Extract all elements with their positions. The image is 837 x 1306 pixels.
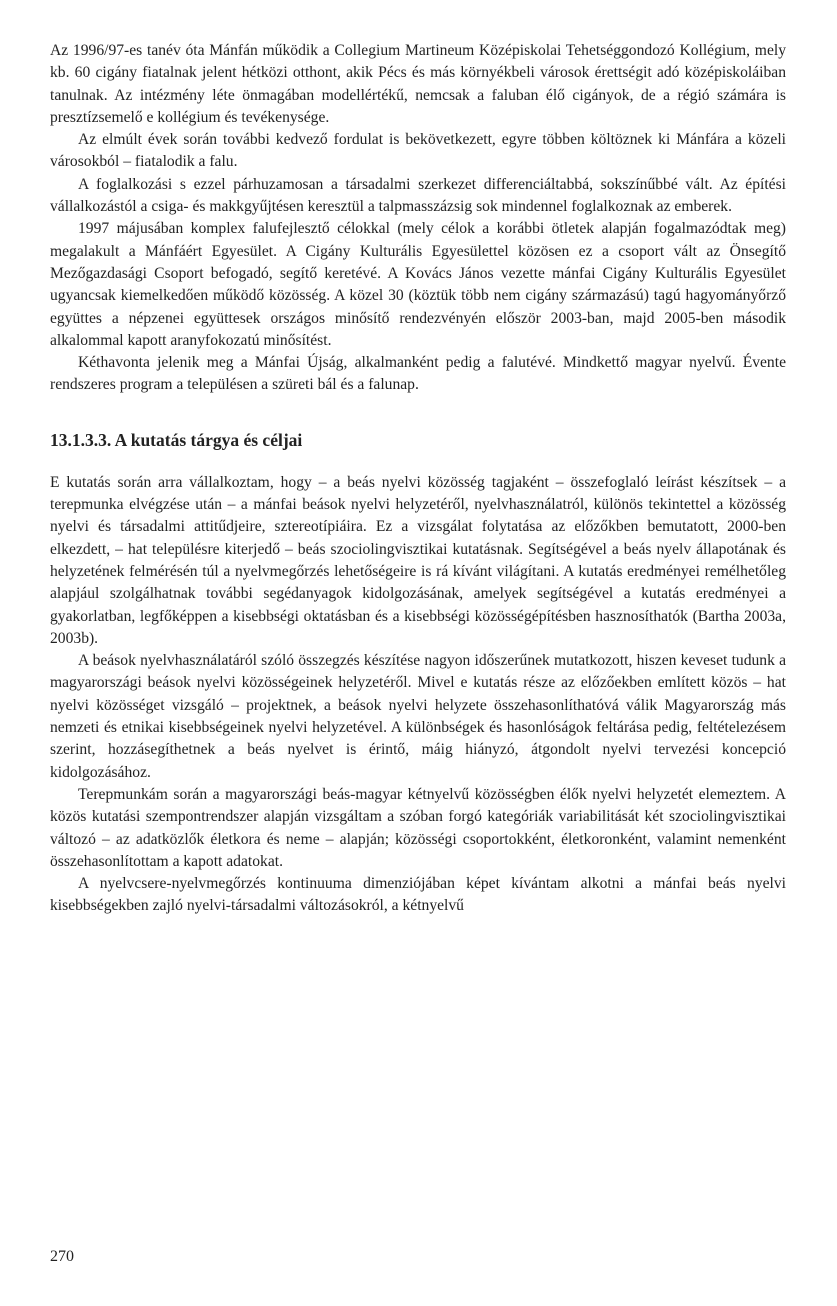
paragraph-fieldwork: Terepmunkám során a magyarországi beás-magyar kétnyelvű közösségben élők nyelvi helyzetét elemeztem. A közös kutatási szempontrendszer alapján vizsgáltam a szóban forgó kategóriák variabilitását két szociolingvisztikai változó – az adatközlők életkora és neme – alapján; közösségi csoportokként, életkoronként, valamint nemenként összehasonlítottam a kapott adatokat. xyxy=(50,785,786,870)
paragraph-associations: 1997 májusában komplex falufejlesztő célokkal (mely célok a korábbi ötletek alapján fogalmazódtak meg) megalakult a Mánfáért Egyesület. A Cigány Kulturális Egyesülettel közösen ez a csoport vált az Önsegítő Mezőgazdasági Csoport befogadó, segítő keretévé. A Kovács János vezette mánfai Cigány Kulturális Egyesület ugyancsak kiemelkedően működő közösség. A közel 30 (köztük több nem cigány származású) tagú hagyományőrző együttes a népzenei együttesek országos minősítő rendezvényén először 2003-ban, majd 2005-ben második alkalommal kapott aranyfokozatú minősítést. xyxy=(50,220,786,349)
page-number: 270 xyxy=(50,1248,74,1265)
paragraph-migration: Az elmúlt évek során további kedvező fordulat is bekövetkezett, egyre többen költöznek ki Mánfára a közeli városokból – fiatalodik a falu. xyxy=(50,131,786,171)
section-heading: 13.1.3.3. A kutatás tárgya és céljai xyxy=(50,429,303,450)
paragraph-timeliness: A beások nyelvhasználatáról szóló összegzés készítése nagyon időszerűnek mutatkozott, hiszen keveset tudunk a magyarországi beások nyelvi közösségeinek helyzetéről. Mivel e kutatás része az előzőekben említett közös – hat nyelvi közösséget vizsgáló – projektnek, a beások nyelvi helyzete összehasonlíthatóvá válik Magyarország más nemzeti és etnikai kisebbségeinek nyelvi helyzetével. A különbségek és hasonlóságok feltárása pedig, feltételezésem szerint, hozzásegíthetnek a beás nyelvet is érintő, máig hiányzó, átgondolt nyelvi tervezési koncepció kidolgozásához. xyxy=(50,652,786,781)
paragraph-language-shift: A nyelvcsere-nyelvmegőrzés kontinuuma dimenziójában képet kívántam alkotni a mánfai beás nyelvi kisebbségekben zajló nyelvi-társadalmi változásokról, a kétnyelvű xyxy=(50,875,786,915)
paragraph-occupations: A foglalkozási s ezzel párhuzamosan a társadalmi szerkezet differenciáltabbá, sokszínűbbé vált. Az építési vállalkozástól a csiga- és makkgyűjtésen keresztül a talpmasszázsig sok mindennel foglalkoznak az emberek. xyxy=(50,175,786,216)
paragraph-research-aim: E kutatás során arra vállalkoztam, hogy – a beás nyelvi közösség tagjaként – összefoglaló leírást készítsek – a terepmunka elvégzése után – a mánfai beások nyelvi helyzetéről, nyelvhasználatról, különös tekintettel a közösség nyelvi és társadalmi attitűdjeire, sztereotípiáira. Ez a vizsgálat folytatása az előzőkben bemutatott, 2000-ben elkezdett, – hat településre kiterjedő – beás szociolingvisztikai kutatásnak. Segítségével a beás nyelv állapotának és helyzetének felmérésén túl a nyelvmegőrzés lehetőségeire is rá kívánt világítani. A kutatás eredményei remélhetőleg alapjául szolgálhatnak további segédanyagok kidolgozásának, amelyek segítségével a kutatás eredményei a gyakorlatban, legfőképpen a kisebbségi oktatásban és a kisebbségi közösségépítésben hasznosíthatók (Bartha 2003a, 2003b). xyxy=(50,473,786,647)
paragraph-collegium: Az 1996/97-es tanév óta Mánfán működik a Collegium Martineum Középiskolai Tehetséggondozó Kollégium, mely kb. 60 cigány fiatalnak jelent hétközi otthont, akik Pécs és más környékbeli városok érettségit adó középiskoláiban tanulnak. Az intézmény léte önmagában modellértékű, nemcsak a faluban élő cigányok, de a régió számára is presztízsemelő e kollégium és tevékenysége. xyxy=(50,42,786,126)
paragraph-media: Kéthavonta jelenik meg a Mánfai Újság, alkalmanként pedig a falutévé. Mindkettő magyar nyelvű. Évente rendszeres program a településen a szüreti bál és a falunap. xyxy=(50,354,786,394)
body-text xyxy=(50,40,786,918)
